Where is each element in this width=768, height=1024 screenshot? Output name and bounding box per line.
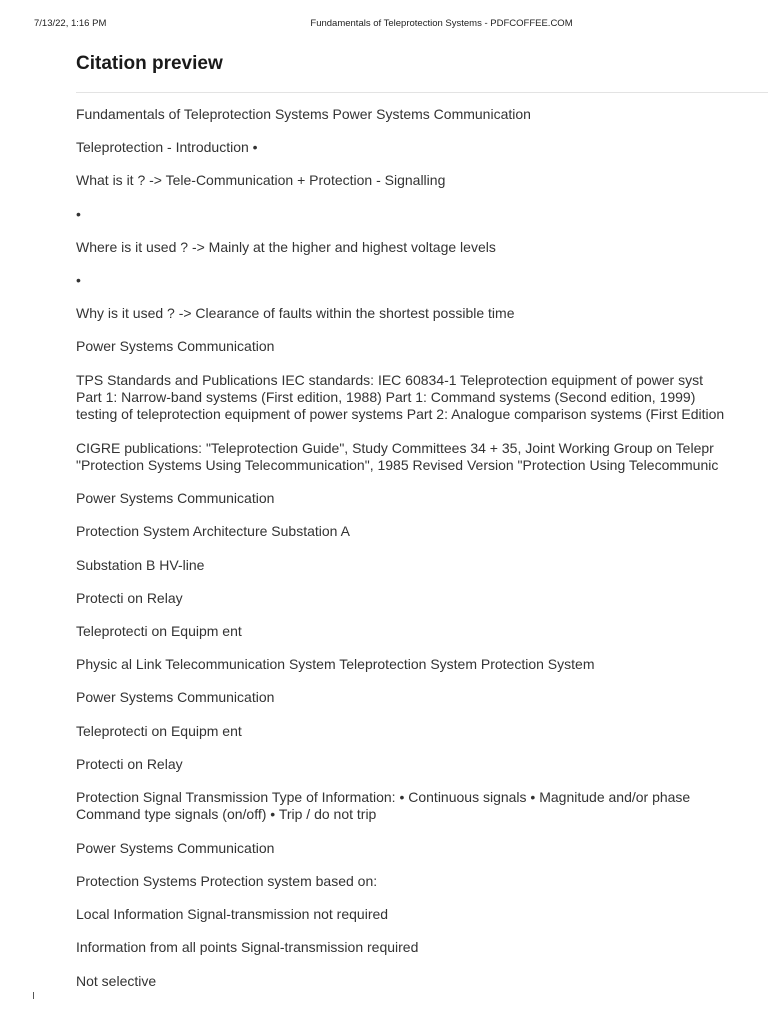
text-paragraph (76, 906, 768, 923)
text-paragraph (76, 172, 768, 189)
text-paragraph (76, 338, 768, 355)
page-title: Citation preview (76, 53, 223, 74)
text-line: Teleprotecti on Equipm ent (76, 722, 242, 739)
text-line: Protecti on Relay (76, 589, 183, 606)
text-line: Power Systems Communication (76, 490, 275, 507)
text-line: Protection Systems Protection system based on: (76, 872, 378, 889)
citation-preview-text (76, 106, 768, 1024)
text-paragraph (76, 523, 768, 540)
text-line: Local Information Signal-transmission not required (76, 906, 389, 923)
text-line: Protection System Architecture Substation A (76, 523, 350, 540)
text-line: testing of teleprotection equipment of power systems Part 2: Analogue comparison systems (First Edition (76, 406, 725, 423)
text-paragraph (76, 490, 768, 507)
text-paragraph (76, 973, 768, 990)
text-paragraph (76, 557, 768, 574)
text-paragraph (76, 239, 768, 256)
text-paragraph (76, 139, 768, 156)
text-line: Fundamentals of Teleprotection Systems Power Systems Communication (76, 106, 531, 122)
text-paragraph (76, 689, 768, 706)
print-title: Fundamentals of Teleprotection Systems - PDFCOFFEE.COM (310, 18, 573, 29)
text-paragraph (76, 756, 768, 773)
text-line: Power Systems Communication (76, 839, 275, 856)
text-paragraph (76, 272, 768, 289)
text-paragraph (76, 723, 768, 740)
text-paragraph (76, 939, 768, 956)
text-line: Teleprotecti on Equipm ent (76, 623, 242, 640)
text-line: Command type signals (on/off) • Trip / do not trip (76, 806, 377, 823)
text-line: Why is it used ? -> Clearance of faults within the shortest possible time (76, 305, 515, 322)
text-line: CIGRE publications: "Teleprotection Guide", Study Committees 34 + 35, Joint Working Group on Telepr (76, 439, 714, 456)
text-line: Physic al Link Telecommunication System Teleprotection System Protection System (76, 656, 595, 673)
divider (76, 92, 768, 93)
text-line: "Protection Systems Using Telecommunication", 1985 Revised Version "Protection Using Telecommunic (76, 457, 719, 474)
text-line: Not selective (76, 972, 157, 989)
text-paragraph (76, 840, 768, 857)
text-line: Substation B HV-line (76, 556, 205, 573)
text-line: Protecti on Relay (76, 755, 183, 772)
text-paragraph (76, 623, 768, 640)
text-line: What is it ? -> Tele-Communication + Protection - Signalling (76, 172, 446, 189)
text-paragraph (76, 106, 768, 123)
text-line: Part 1: Narrow-band systems (First edition, 1988) Part 1: Command systems (Second edition, 1999) (76, 389, 696, 406)
text-paragraph (76, 206, 768, 223)
text-paragraph (76, 440, 768, 475)
text-line: • (76, 272, 81, 289)
text-paragraph (76, 873, 768, 890)
text-paragraph (76, 656, 768, 673)
text-paragraph (76, 789, 768, 824)
text-line: Power Systems Communication (76, 338, 275, 355)
text-paragraph (76, 372, 768, 424)
print-header (0, 18, 768, 32)
text-paragraph (76, 305, 768, 322)
text-line: Information from all points Signal-transmission required (76, 939, 419, 956)
print-date: 7/13/22, 1:16 PM (34, 18, 107, 29)
margin-mark (33, 992, 34, 999)
text-line: Teleprotection - Introduction • (76, 139, 258, 156)
text-line: Where is it used ? -> Mainly at the higher and highest voltage levels (76, 238, 496, 255)
text-line: Power Systems Communication (76, 689, 275, 706)
text-line: • (76, 205, 81, 222)
text-line: TPS Standards and Publications IEC standards: IEC 60834-1 Teleprotection equipment of power syst (76, 371, 703, 388)
text-paragraph (76, 590, 768, 607)
text-line: Protection Signal Transmission Type of Information: • Continuous signals • Magnitude and/or phase (76, 789, 691, 806)
